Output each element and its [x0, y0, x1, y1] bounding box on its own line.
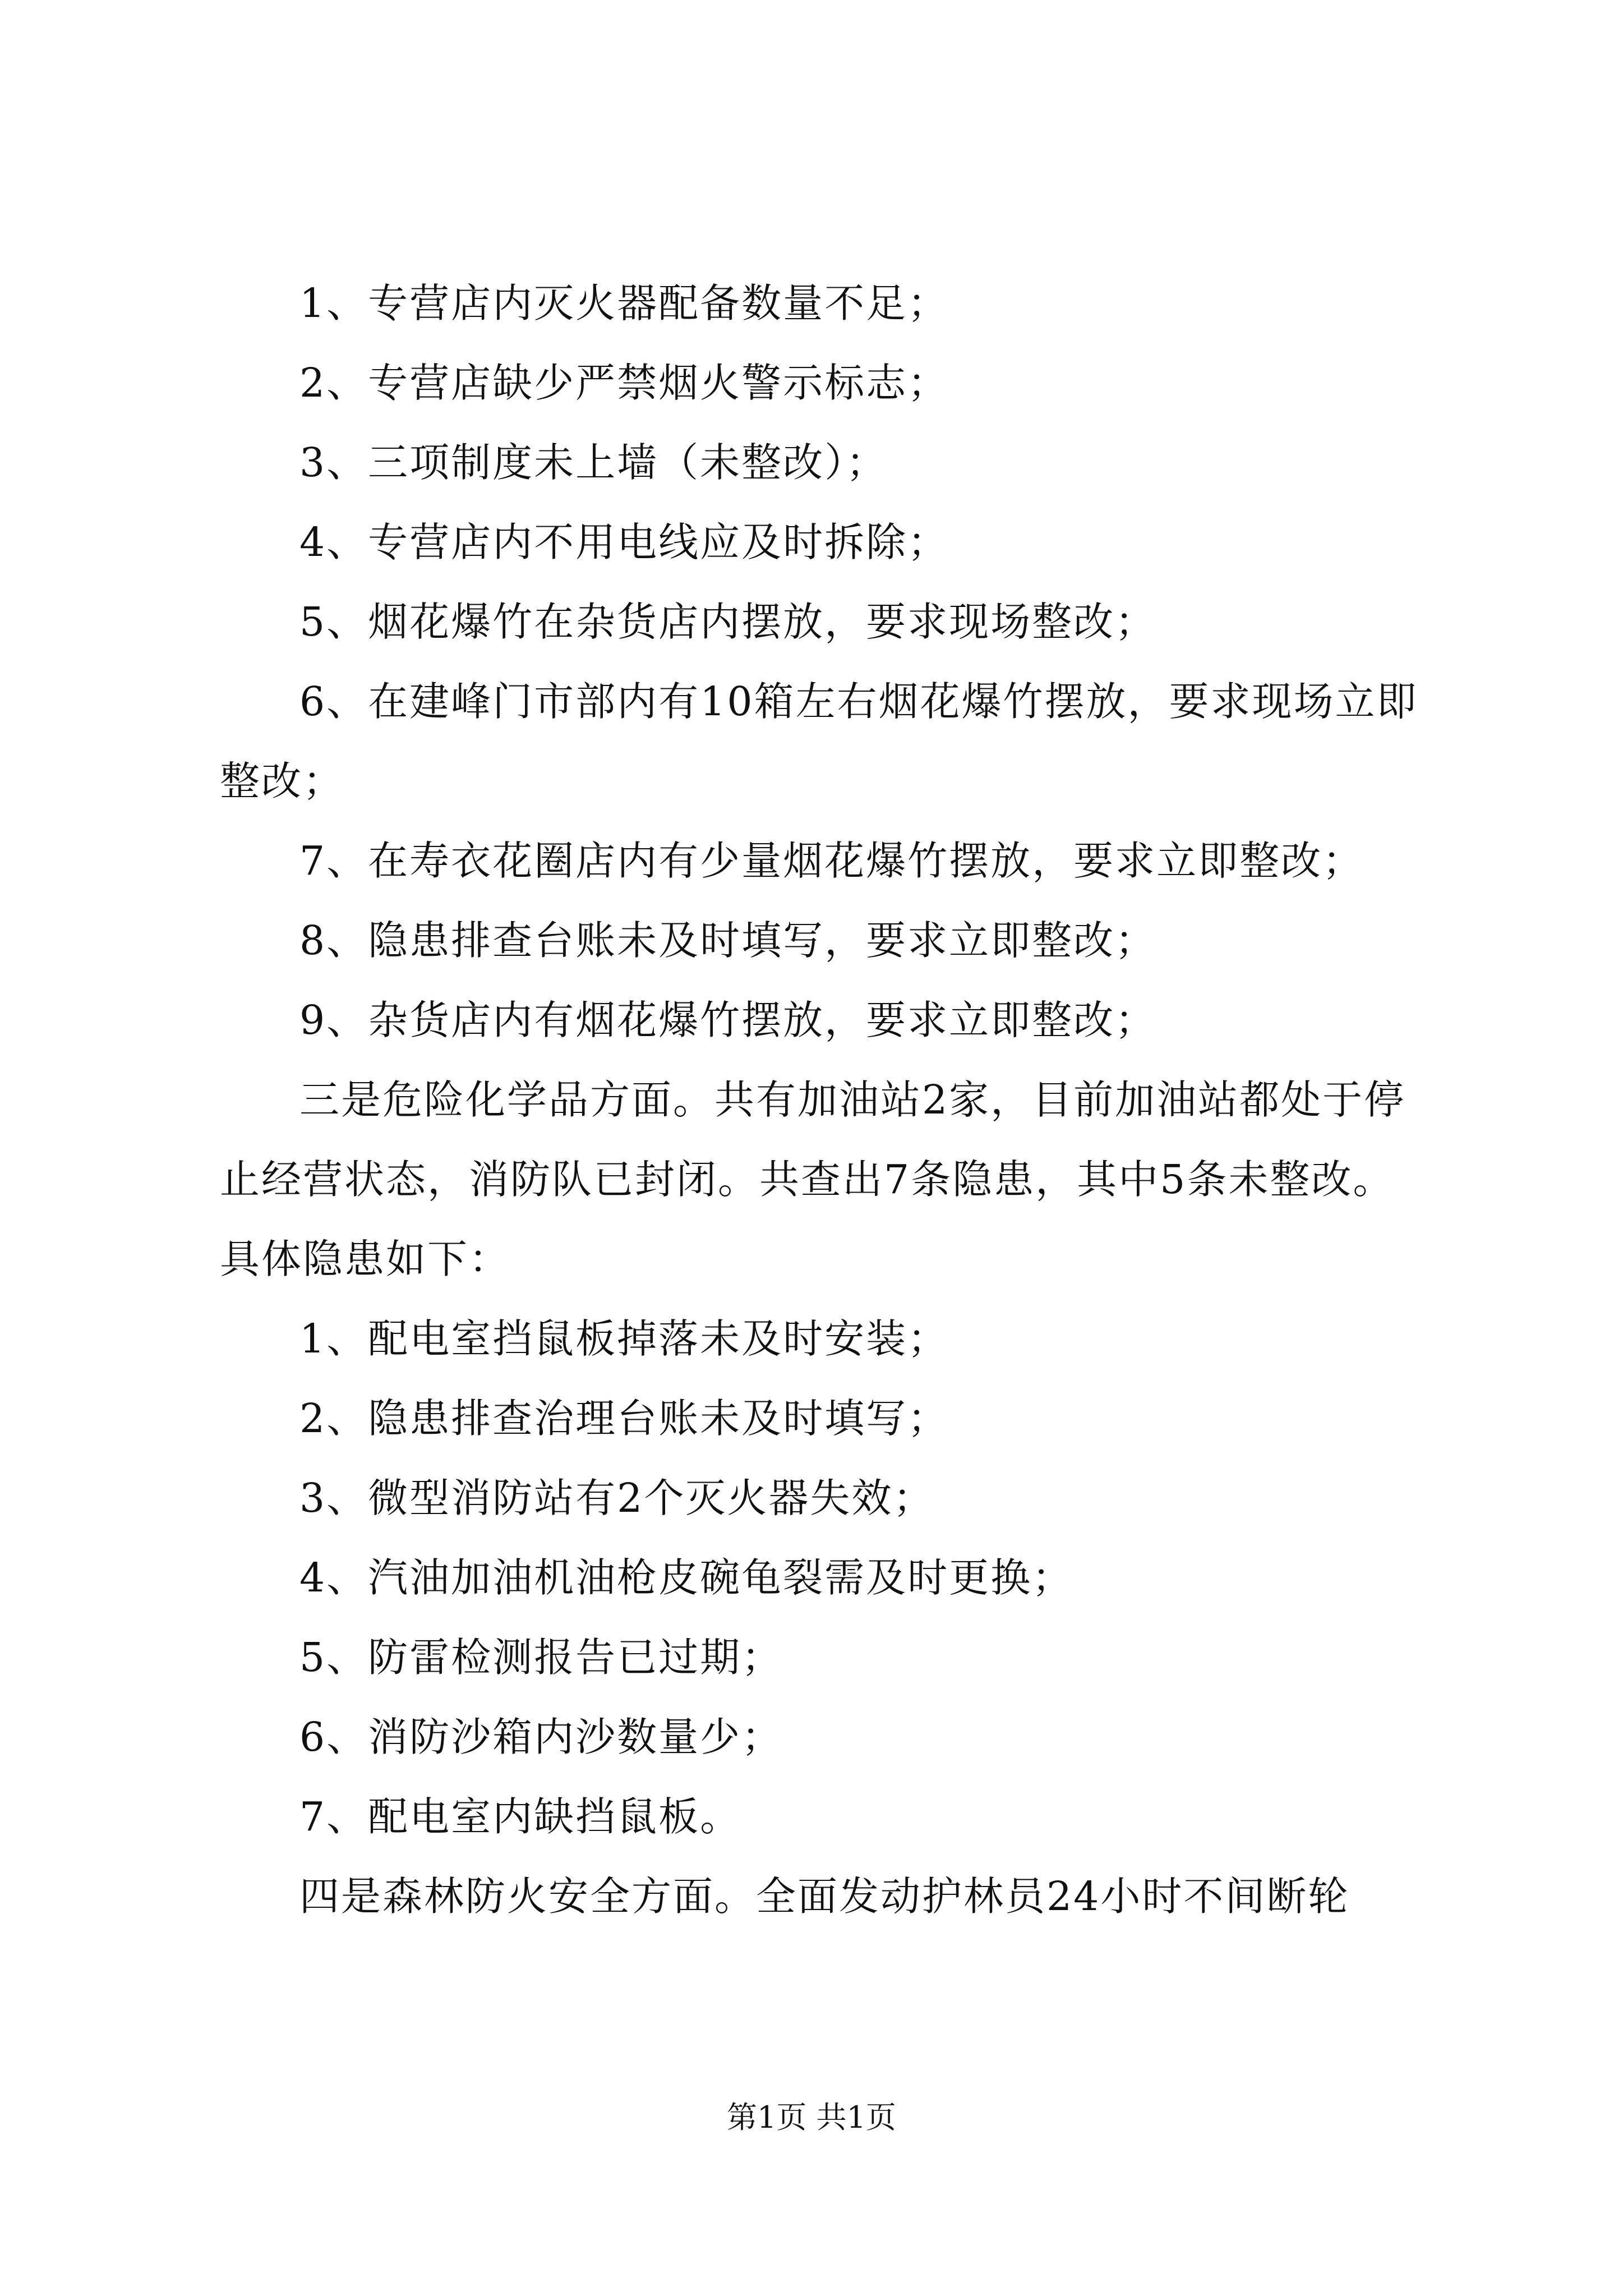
page-number-label: 第1页 共1页 — [727, 2100, 896, 2135]
paragraph-15: 5、防雷检测报告已过期； — [299, 1634, 783, 1681]
paragraph-forest-fire: 四是森林防火安全方面。全面发动护林员24小时不间断轮 — [299, 1873, 1350, 1920]
paragraph-16: 6、消防沙箱内沙数量少； — [299, 1714, 783, 1760]
paragraph-9: 9、杂货店内有烟花爆竹摆放，要求立即整改； — [299, 997, 1157, 1043]
paragraph-7: 7、在寿衣花圈店内有少量烟花爆竹摆放，要求立即整改； — [299, 838, 1364, 884]
paragraph-12: 2、隐患排查治理台账未及时填写； — [299, 1395, 949, 1442]
paragraph-3: 3、三项制度未上墙（未整改）； — [299, 439, 888, 486]
paragraph-11: 1、配电室挡鼠板掉落未及时安装； — [299, 1315, 949, 1362]
paragraph-4: 4、专营店内不用电线应及时拆除； — [299, 519, 949, 565]
paragraph-17: 7、配电室内缺挡鼠板。 — [299, 1793, 742, 1840]
paragraph-5: 5、烟花爆竹在杂货店内摆放，要求现场整改； — [299, 599, 1157, 645]
page-footer — [0, 2098, 1623, 2137]
paragraph-14: 4、汽油加油机油枪皮碗龟裂需及时更换； — [299, 1554, 1074, 1601]
paragraph-hazardous-chemicals: 三是危险化学品方面。共有加油站2家，目前加油站都处于停止经营状态，消防队已封闭。共查出7条隐患，其中5条未整改。具体隐患如下： — [220, 1076, 1406, 1282]
paragraph-6: 6、在建峰门市部内有10箱左右烟花爆竹摆放，要求现场立即整改； — [220, 678, 1418, 804]
paragraph-1: 1、专营店内灭火器配备数量不足； — [299, 280, 949, 326]
paragraph-13: 3、微型消防站有2个灭火器失效； — [299, 1475, 935, 1521]
document-body — [220, 264, 1426, 1936]
paragraph-8: 8、隐患排查台账未及时填写，要求立即整改； — [299, 917, 1157, 964]
paragraph-2: 2、专营店缺少严禁烟火警示标志； — [299, 360, 949, 406]
